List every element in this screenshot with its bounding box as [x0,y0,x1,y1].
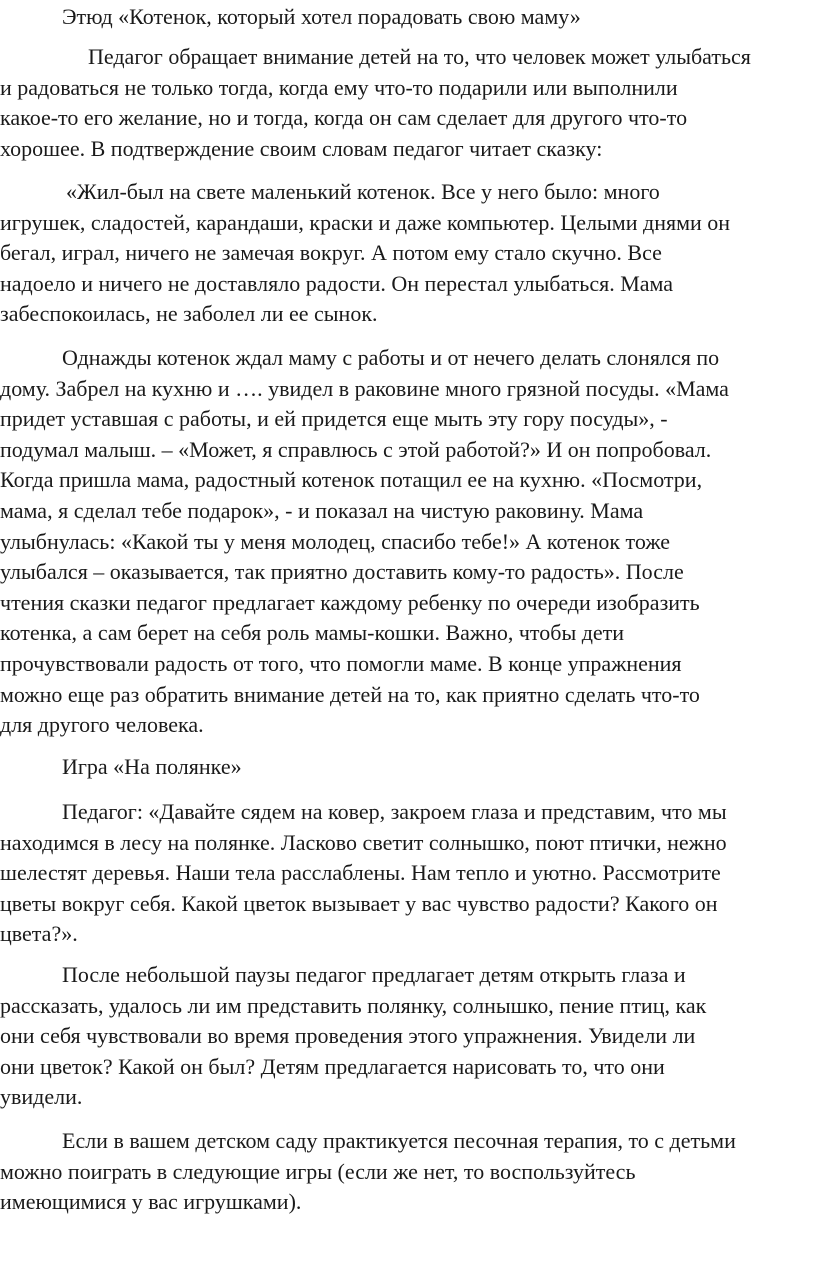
text-line: Этюд «Котенок, который хотел порадовать свою маму» [62,4,581,29]
text-line: улыбнулась: «Какой ты у меня молодец, спасибо тебе!» А котенок тоже [0,528,670,554]
paragraph-sand-therapy [0,1126,736,1218]
text-line: Однажды котенок ждал маму с работы и от нечего делать слонялся по [62,345,720,370]
text-line: дому. Забрел на кухню и …. увидел в раковине много грязной посуды. «Мама [0,375,729,401]
text-line: цвета?». [0,921,78,947]
paragraph-tale-continued [0,343,729,741]
text-line: прочувствовали радость от того, что помогли маме. В конце упражнения [0,650,682,676]
etude-title [62,2,581,33]
text-line: можно поиграть в следующие игры (если же нет, то воспользуйтесь [0,1158,636,1184]
paragraph-intro [0,42,751,164]
text-line: Педагог обращает внимание детей на то, что человек может улыбаться [88,44,751,69]
text-line: Игра «На полянке» [62,754,242,779]
text-line: чтения сказки педагог предлагает каждому ребенку по очереди изобразить [0,589,700,615]
game-title [62,752,242,783]
text-line: цветы вокруг себя. Какой цветок вызывает у вас чувство радости? Какого он [0,890,718,916]
paragraph-tale-start [0,177,730,330]
text-line: забеспокоилась, не заболел ли ее сынок. [0,301,378,327]
text-line: можно еще раз обратить внимание детей на то, как приятно сделать что-то [0,681,700,707]
text-line: мама, я сделал тебе подарок», - и показал на чистую раковину. Мама [0,497,644,523]
text-line: Когда пришла мама, радостный котенок потащил ее на кухню. «Посмотри, [0,467,703,493]
text-line: какое-то его желание, но и тогда, когда он сам сделает для другого что-то [0,105,688,131]
text-line: Если в вашем детском саду практикуется песочная терапия, то с детьми [62,1128,736,1153]
text-line: увидели. [0,1084,83,1110]
text-line: хорошее. В подтверждение своим словам педагог читает сказку: [0,135,603,161]
text-line: они себя чувствовали во время проведения этого упражнения. Увидели ли [0,1023,696,1049]
text-line: Педагог: «Давайте сядем на ковер, закроем глаза и представим, что мы [62,799,727,824]
text-line: игрушек, сладостей, карандаши, краски и даже компьютер. Целыми днями он [0,209,731,235]
text-line: и радоваться не только тогда, когда ему что-то подарили или выполнили [0,74,678,100]
text-line: для другого человека. [0,712,204,738]
text-line: бегал, играл, ничего не замечая вокруг. А потом ему стало скучно. Все [0,240,662,266]
text-line: имеющимися у вас игрушками). [0,1189,302,1215]
text-line: придет уставшая с работы, и ей придется еще мыть эту гору посуды», - [0,406,668,432]
text-line: надоело и ничего не доставляло радости. Он перестал улыбаться. Мама [0,270,674,296]
text-line: подумал малыш. – «Может, я справлюсь с этой работой?» И он попробовал. [0,436,712,462]
paragraph-game-instructions [0,797,727,950]
text-line: рассказать, удалось ли им представить полянку, солнышко, пение птиц, как [0,992,707,1018]
text-line: шелестят деревья. Наши тела расслаблены. Нам тепло и уютно. Рассмотрите [0,860,721,886]
text-line: улыбался – оказывается, так приятно доставить кому-то радость». После [0,559,684,585]
paragraph-after-pause [0,960,706,1113]
text-line: они цветок? Какой он был? Детям предлагается нарисовать то, что они [0,1053,665,1079]
text-line: находимся в лесу на полянке. Ласково светит солнышко, поют птички, нежно [0,829,727,855]
text-line: котенка, а сам берет на себя роль мамы-кошки. Важно, чтобы дети [0,620,625,646]
text-line: «Жил-был на свете маленький котенок. Все у него было: много [66,179,660,204]
text-line: После небольшой паузы педагог предлагает детям открыть глаза и [62,962,686,987]
